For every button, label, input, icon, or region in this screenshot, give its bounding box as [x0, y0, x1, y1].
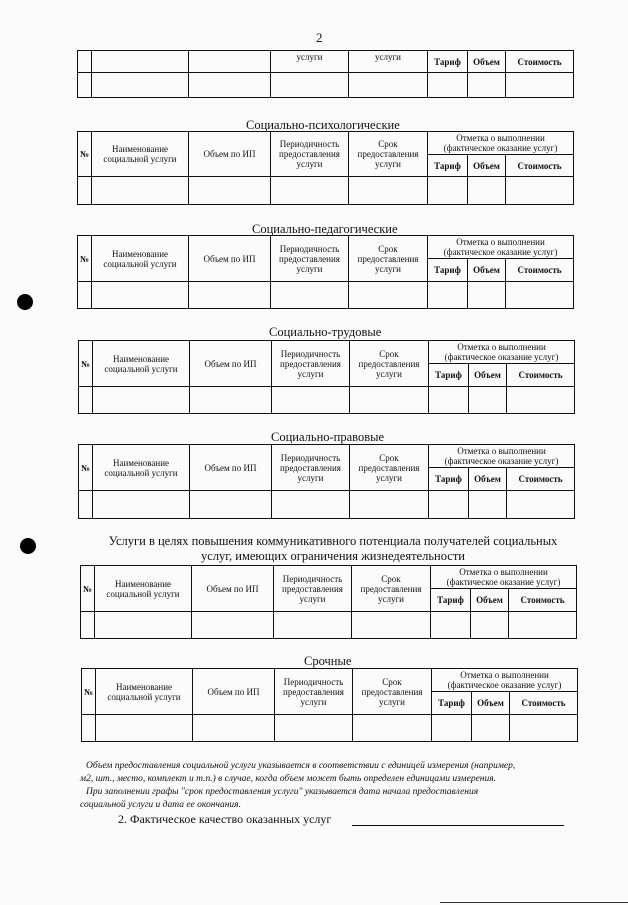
col-header-periodicity: Периодичность предоставления услуги: [272, 341, 350, 387]
col-header-volume-ip: Объем по ИП: [192, 566, 274, 612]
services-table: [78, 444, 575, 519]
col-header-cost: Стоимость: [506, 259, 574, 282]
col-header-completion-mark: Отметка о выполнении (фактическое оказание услуг): [429, 341, 575, 364]
cell-tariff: Тариф: [428, 51, 468, 73]
table-cell[interactable]: [96, 715, 193, 742]
footnote-line: социальной услуги и дата ее окончания.: [80, 800, 241, 810]
col-header-volume-ip: Объем по ИП: [189, 132, 271, 177]
section-title: Социально-правовые: [271, 430, 385, 444]
table-cell[interactable]: [272, 387, 350, 414]
col-header-completion-mark: Отметка о выполнении (фактическое оказание услуг): [429, 445, 575, 468]
cell-periodicity: услуги: [271, 51, 349, 73]
table-cell[interactable]: [429, 491, 469, 519]
col-header-periodicity: Периодичность предоставления услуги: [271, 236, 349, 282]
table-cell[interactable]: [93, 491, 190, 519]
col-header-volume-ip: Объем по ИП: [189, 236, 271, 282]
actual-quality-input-line[interactable]: [352, 825, 564, 826]
col-header-num: №: [79, 341, 93, 387]
table-cell[interactable]: [469, 491, 507, 519]
col-header-completion-mark: Отметка о выполнении (фактическое оказание услуг): [428, 132, 574, 155]
col-header-volume: Объем: [471, 589, 509, 612]
col-header-name: Наименование социальной услуги: [93, 341, 190, 387]
table-cell: [92, 51, 189, 73]
services-table: [80, 565, 577, 639]
col-header-name: Наименование социальной услуги: [95, 566, 192, 612]
table-cell[interactable]: [468, 282, 506, 309]
divider: [440, 902, 628, 903]
table-cell[interactable]: [190, 387, 272, 414]
col-header-num: №: [81, 566, 95, 612]
section-title: Социально-психологические: [246, 118, 400, 132]
page-number: 2: [316, 30, 323, 45]
table-cell[interactable]: [81, 612, 95, 639]
section-title: Социально-трудовые: [269, 325, 382, 339]
services-table: [78, 340, 575, 414]
table-cell[interactable]: [95, 612, 192, 639]
col-header-num: №: [78, 236, 92, 282]
col-header-name: Наименование социальной услуги: [92, 132, 189, 177]
col-header-cost: Стоимость: [510, 692, 578, 715]
table-cell[interactable]: [350, 387, 429, 414]
table-cell[interactable]: [431, 612, 471, 639]
table-cell[interactable]: [428, 282, 468, 309]
table-cell[interactable]: [428, 73, 468, 98]
table-cell[interactable]: [349, 282, 428, 309]
cell-cost: Стоимость: [506, 51, 574, 73]
col-header-tariff: Тариф: [428, 259, 468, 282]
col-header-volume-ip: Объем по ИП: [190, 445, 272, 491]
col-header-term: Срок предоставления услуги: [350, 445, 429, 491]
col-header-volume: Объем: [472, 692, 510, 715]
col-header-term: Срок предоставления услуги: [352, 566, 431, 612]
actual-quality-label: 2. Фактическое качество оказанных услуг: [118, 812, 332, 826]
table-cell[interactable]: [353, 715, 432, 742]
col-header-term: Срок предоставления услуги: [349, 132, 428, 177]
table-cell[interactable]: [79, 491, 93, 519]
col-header-volume: Объем: [469, 364, 507, 387]
table-row: [78, 177, 574, 205]
table-cell[interactable]: [275, 715, 353, 742]
table-cell[interactable]: [432, 715, 472, 742]
col-header-num: №: [82, 669, 96, 715]
col-header-num: №: [79, 445, 93, 491]
table-cell[interactable]: [92, 73, 189, 98]
cell-volume: Объем: [468, 51, 506, 73]
col-header-periodicity: Периодичность предоставления услуги: [274, 566, 352, 612]
section-title: Услуги в целях повышения коммуникативного потенциала получателей социальных услуг, имеющих ограничения жизнедеятельности: [108, 534, 558, 563]
table-cell[interactable]: [78, 177, 92, 205]
col-header-cost: Стоимость: [509, 589, 577, 612]
col-header-tariff: Тариф: [432, 692, 472, 715]
table-cell[interactable]: [189, 177, 271, 205]
table-cell[interactable]: [506, 282, 574, 309]
col-header-term: Срок предоставления услуги: [353, 669, 432, 715]
table-cell[interactable]: [78, 73, 92, 98]
col-header-tariff: Тариф: [429, 468, 469, 491]
col-header-volume-ip: Объем по ИП: [190, 341, 272, 387]
col-header-completion-mark: Отметка о выполнении (фактическое оказание услуг): [431, 566, 577, 589]
table-cell[interactable]: [271, 282, 349, 309]
table-row: [79, 387, 575, 414]
table-cell[interactable]: [469, 387, 507, 414]
section-title: Социально-педагогические: [252, 222, 398, 236]
table-cell[interactable]: [349, 73, 428, 98]
table-cell[interactable]: [189, 73, 271, 98]
col-header-num: №: [78, 132, 92, 177]
table-cell[interactable]: [190, 491, 272, 519]
footnote: [80, 760, 566, 812]
table-cell[interactable]: [78, 282, 92, 309]
col-header-periodicity: Периодичность предоставления услуги: [271, 132, 349, 177]
col-header-completion-mark: Отметка о выполнении (фактическое оказание услуг): [432, 669, 578, 692]
top-continuation-table: [77, 50, 574, 98]
table-cell[interactable]: [192, 612, 274, 639]
table-cell[interactable]: [506, 73, 574, 98]
table-row: [79, 491, 575, 519]
col-header-tariff: Тариф: [428, 155, 468, 177]
table-row: [81, 612, 577, 639]
col-header-term: Срок предоставления услуги: [350, 341, 429, 387]
table-cell[interactable]: [82, 715, 96, 742]
footnote-line: м2, шт., место, комплект и т.п.) в случае, когда объем может быть определен единицами измерения.: [80, 774, 497, 784]
col-header-tariff: Тариф: [431, 589, 471, 612]
col-header-term: Срок предоставления услуги: [349, 236, 428, 282]
footnote-line: При заполнении графы "срок предоставления услуги" указывается дата начала предоставления: [86, 787, 479, 797]
table-cell[interactable]: [472, 715, 510, 742]
table-cell[interactable]: [352, 612, 431, 639]
col-header-volume: Объем: [469, 468, 507, 491]
table-cell[interactable]: [506, 177, 574, 205]
col-header-tariff: Тариф: [429, 364, 469, 387]
table-row: [78, 282, 574, 309]
table-cell[interactable]: [93, 387, 190, 414]
table-cell[interactable]: [193, 715, 275, 742]
col-header-periodicity: Периодичность предоставления услуги: [275, 669, 353, 715]
table-cell[interactable]: [272, 491, 350, 519]
table-cell[interactable]: [92, 282, 189, 309]
table-cell[interactable]: [428, 177, 468, 205]
table-cell[interactable]: [507, 491, 575, 519]
table-cell[interactable]: [471, 612, 509, 639]
table-cell[interactable]: [509, 612, 577, 639]
table-cell[interactable]: [79, 387, 93, 414]
table-cell[interactable]: [468, 73, 506, 98]
table-cell[interactable]: [429, 387, 469, 414]
table-cell[interactable]: [350, 491, 429, 519]
table-cell[interactable]: [349, 177, 428, 205]
col-header-volume: Объем: [468, 155, 506, 177]
table-cell: [189, 51, 271, 73]
table-cell[interactable]: [468, 177, 506, 205]
table-cell[interactable]: [510, 715, 578, 742]
col-header-name: Наименование социальной услуги: [93, 445, 190, 491]
table-cell[interactable]: [271, 73, 349, 98]
col-header-periodicity: Периодичность предоставления услуги: [272, 445, 350, 491]
table-cell[interactable]: [189, 282, 271, 309]
services-table: [77, 131, 574, 205]
col-header-completion-mark: Отметка о выполнении (фактическое оказание услуг): [428, 236, 574, 259]
cell-term: услуги: [349, 51, 428, 73]
table-cell[interactable]: [271, 177, 349, 205]
punch-hole-icon: [20, 538, 36, 554]
col-header-cost: Стоимость: [507, 364, 575, 387]
services-table: [77, 235, 574, 309]
col-header-cost: Стоимость: [507, 468, 575, 491]
col-header-name: Наименование социальной услуги: [92, 236, 189, 282]
col-header-volume: Объем: [468, 259, 506, 282]
footnote-line: Объем предоставления социальной услуги указывается в соответствии с единицей измерения (например,: [86, 761, 516, 771]
col-header-volume-ip: Объем по ИП: [193, 669, 275, 715]
punch-hole-icon: [17, 294, 33, 310]
col-header-name: Наименование социальной услуги: [96, 669, 193, 715]
table-cell[interactable]: [92, 177, 189, 205]
section-title: Срочные: [304, 654, 352, 668]
table-cell[interactable]: [274, 612, 352, 639]
services-table: [81, 668, 578, 742]
table-cell: [78, 51, 92, 73]
table-row: [82, 715, 578, 742]
col-header-cost: Стоимость: [506, 155, 574, 177]
table-cell[interactable]: [507, 387, 575, 414]
